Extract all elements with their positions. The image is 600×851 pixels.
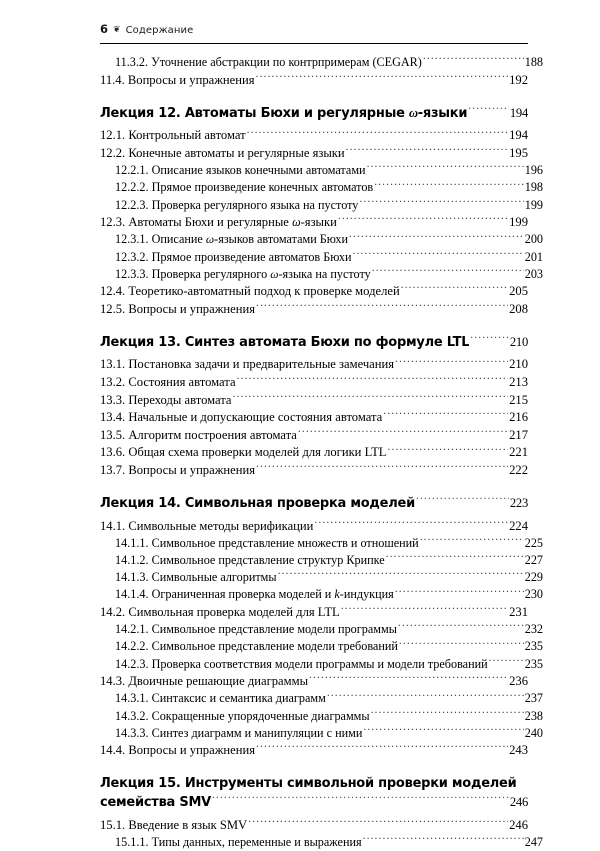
toc-entry-label: 13.4. Начальные и допускающие состояния автомата	[100, 410, 383, 425]
header-rule-divider	[100, 43, 528, 44]
dot-leader	[359, 196, 523, 208]
toc-entry[interactable]	[100, 461, 528, 479]
toc-entry[interactable]	[100, 71, 528, 89]
toc-entry-page-number: 236	[509, 674, 528, 689]
toc-entry-label: 14.3.2. Сокращенные упорядоченные диаграммы	[115, 708, 370, 723]
toc-entry-label: 14.2.2. Символьное представление модели требований	[115, 639, 398, 654]
toc-entry[interactable]	[100, 54, 543, 71]
toc-entry-label: 12.4. Теоретико-автоматный подход к проверке моделей	[100, 284, 400, 299]
toc-entry-page-number: 227	[524, 553, 543, 567]
toc-lecture-entry[interactable]	[100, 494, 528, 513]
dot-leader	[338, 214, 508, 227]
toc-entry-page-number: 196	[524, 163, 543, 178]
toc-entry-page-number: 216	[509, 410, 528, 425]
toc-entry-page-number: 225	[524, 535, 543, 550]
toc-entry[interactable]	[100, 638, 543, 655]
dot-leader	[327, 690, 524, 702]
toc-entry-label: 12.3.1. Описание ω-языков автоматами Бюхи	[115, 232, 349, 247]
toc-entry-page-number: 208	[509, 301, 528, 316]
toc-entry-label: 12.5. Вопросы и упражнения	[100, 301, 255, 316]
toc-entry-label: 15.1. Введение в язык SMV	[100, 817, 248, 832]
dot-leader	[374, 179, 524, 191]
toc-entry-page-number: 247	[524, 835, 543, 850]
toc-entry[interactable]	[100, 655, 543, 672]
toc-entry-label: 11.3.2. Уточнение абстракции по контрпримерам (CEGAR)	[115, 55, 422, 70]
toc-entry-page-number: 217	[509, 427, 528, 442]
toc-entry[interactable]	[100, 621, 543, 638]
toc-entry-page-number: 222	[509, 463, 528, 478]
toc-entry-label: 14.2.3. Проверка соответствия модели программы и модели требований	[115, 656, 488, 671]
toc-entry-label: 14.3. Двоичные решающие диаграммы	[100, 674, 309, 689]
toc-entry[interactable]	[100, 517, 528, 535]
toc-lecture-entry[interactable]	[100, 793, 528, 812]
toc-entry[interactable]	[100, 356, 528, 374]
toc-entry-page-number: 199	[509, 215, 528, 230]
section-spacer	[100, 479, 528, 494]
toc-entry-page-number: 238	[524, 708, 543, 723]
toc-entry-label: 13.6. Общая схема проверки моделей для логики LTL	[100, 445, 387, 460]
toc-entry-page-number: 221	[509, 445, 528, 460]
toc-entry-page-number: 201	[524, 249, 543, 264]
section-spacer	[100, 759, 528, 774]
toc-entry-page-number: 229	[524, 570, 543, 585]
dot-leader	[398, 621, 524, 633]
toc-entry-page-number: 230	[524, 587, 543, 602]
toc-entry-page-number: 199	[524, 197, 543, 212]
dot-leader	[341, 603, 508, 616]
omega-symbol: ω	[292, 215, 301, 230]
toc-entry[interactable]	[100, 535, 543, 552]
toc-entry-label: 12.1. Контрольный автомат	[100, 128, 246, 143]
dot-leader	[401, 283, 508, 296]
toc-entry-page-number: 210	[509, 357, 528, 372]
toc-entry-label: 14.4. Вопросы и упражнения	[100, 743, 255, 758]
toc-entry-page-number: 195	[509, 145, 528, 160]
toc-entry-page-number: 215	[509, 392, 528, 407]
toc-lecture-entry[interactable]	[100, 104, 528, 123]
toc-entry-label: 14.1.3. Символьные алгоритмы	[115, 570, 277, 585]
dot-leader	[423, 54, 524, 66]
toc-entry-page-number: 198	[524, 180, 543, 195]
toc-entry[interactable]	[100, 231, 543, 248]
toc-entry[interactable]	[100, 603, 528, 621]
toc-entry[interactable]	[100, 569, 543, 586]
toc-entry-label: Лекция 13. Синтез автомата Бюхи по формуле LTL	[100, 334, 470, 350]
toc-entry[interactable]	[100, 834, 543, 851]
dot-leader	[371, 707, 524, 719]
toc-entry[interactable]	[100, 586, 543, 603]
toc-entry-label: 14.1. Символьные методы верификации	[100, 518, 314, 533]
dot-leader	[363, 834, 524, 846]
toc-lecture-heading-line: Лекция 15. Инструменты символьной проверки моделей	[100, 776, 517, 792]
dot-leader	[420, 535, 524, 547]
dot-leader	[212, 793, 509, 806]
dot-leader	[363, 725, 523, 737]
dot-leader	[470, 333, 509, 346]
dot-leader	[256, 461, 508, 474]
italic-k-symbol: k	[334, 587, 340, 602]
running-head-page-number: 6	[100, 22, 109, 36]
toc-entry-label: 14.1.2. Символьное представление структур Крипке	[115, 553, 385, 567]
omega-symbol: ω	[408, 105, 418, 120]
floret-ornament-icon: ❦	[113, 25, 121, 35]
toc-entry[interactable]	[100, 162, 543, 179]
dot-leader	[314, 517, 508, 530]
omega-symbol: ω	[205, 233, 215, 247]
toc-entry-label: 13.3. Переходы автомата	[100, 392, 232, 407]
toc-entry-label: Лекция 12. Автоматы Бюхи и регулярные ω-языки	[100, 105, 468, 121]
toc-entry-label: 14.3.3. Синтез диаграмм и манипуляции с ними	[115, 725, 363, 740]
toc-entry[interactable]	[100, 816, 528, 834]
toc-entry-label: 14.2. Символьная проверка моделей для LTL	[100, 604, 340, 619]
dot-leader	[367, 162, 524, 174]
toc-entry-page-number: 246	[509, 817, 528, 832]
dot-leader	[349, 231, 524, 243]
toc-entry[interactable]	[100, 426, 528, 444]
toc-entry-label: 12.2.3. Проверка регулярного языка на пустоту	[115, 197, 359, 212]
dot-leader	[256, 300, 508, 313]
dot-leader	[395, 356, 508, 369]
toc-entry[interactable]	[100, 690, 543, 707]
toc-entry[interactable]	[100, 673, 528, 691]
toc-entry-page-number: 192	[509, 72, 528, 87]
dot-leader	[399, 638, 524, 650]
dot-leader	[278, 569, 524, 581]
toc-entry[interactable]	[100, 373, 528, 391]
dot-leader	[416, 494, 509, 507]
toc-entry-page-number: 223	[509, 496, 528, 511]
toc-entry-page-number: 200	[524, 232, 543, 247]
toc-entry[interactable]	[100, 248, 543, 265]
running-head	[100, 22, 528, 36]
toc-entry[interactable]	[100, 196, 543, 213]
toc-entry-label: 12.3. Автоматы Бюхи и регулярные ω-языки	[100, 215, 337, 230]
toc-entry-page-number: 246	[509, 795, 528, 810]
toc-entry-page-number: 203	[524, 266, 543, 281]
dot-leader	[386, 552, 524, 564]
toc-entry-page-number: 188	[524, 55, 543, 70]
table-of-contents-list	[100, 54, 543, 851]
toc-entry-label: 13.5. Алгоритм построения автомата	[100, 427, 297, 442]
toc-entry-label: 13.1. Постановка задачи и предварительные замечания	[100, 357, 395, 372]
toc-entry-page-number: 210	[509, 334, 528, 349]
toc-entry[interactable]	[100, 444, 528, 462]
toc-entry-page-number: 231	[509, 604, 528, 619]
toc-entry[interactable]	[100, 179, 543, 196]
toc-entry-page-number: 235	[524, 656, 543, 671]
toc-entry-label: 14.3.1. Синтаксис и семантика диаграмм	[115, 691, 326, 706]
toc-entry[interactable]	[100, 725, 543, 742]
toc-entry[interactable]	[100, 552, 543, 569]
dot-leader	[298, 426, 508, 439]
toc-entry[interactable]	[100, 391, 528, 409]
toc-entry-label: 15.1.1. Типы данных, переменные и выражения	[115, 835, 362, 850]
toc-entry[interactable]	[100, 300, 528, 318]
toc-entry-label: семейства SMV	[100, 795, 211, 811]
toc-entry-page-number: 243	[509, 743, 528, 758]
toc-entry[interactable]	[100, 144, 528, 162]
dot-leader	[237, 373, 509, 386]
toc-entry-label: 12.2.1. Описание языков конечными автоматами	[115, 163, 366, 178]
toc-entry[interactable]	[100, 742, 528, 760]
toc-entry[interactable]	[100, 127, 528, 145]
dot-leader	[256, 742, 508, 755]
dot-leader	[346, 144, 508, 157]
dot-leader	[256, 71, 509, 84]
toc-entry[interactable]	[100, 283, 528, 301]
toc-entry-label: 12.2.2. Прямое произведение конечных автоматов	[115, 180, 374, 195]
toc-entry-label: 12.2. Конечные автоматы и регулярные языки	[100, 145, 345, 160]
toc-entry-page-number: 213	[509, 375, 528, 390]
dot-leader	[395, 586, 524, 598]
dot-leader	[489, 655, 524, 667]
dot-leader	[388, 444, 509, 457]
dot-leader	[233, 391, 509, 404]
toc-entry[interactable]	[100, 409, 528, 427]
toc-entry[interactable]	[100, 266, 543, 283]
toc-entry-label: 13.7. Вопросы и упражнения	[100, 463, 255, 478]
toc-entry-label: Лекция 14. Символьная проверка моделей	[100, 496, 415, 512]
toc-entry-page-number: 224	[509, 518, 528, 533]
dot-leader	[352, 248, 523, 260]
dot-leader	[248, 816, 508, 829]
toc-entry-page-number: 194	[509, 128, 528, 143]
toc-entry-page-number: 205	[509, 284, 528, 299]
toc-lecture-entry[interactable]	[100, 333, 528, 352]
omega-symbol: ω	[270, 267, 279, 281]
dot-leader	[309, 673, 508, 686]
toc-entry-page-number: 235	[524, 639, 543, 654]
toc-entry[interactable]	[100, 707, 543, 724]
section-spacer	[100, 89, 528, 104]
toc-entry[interactable]	[100, 214, 528, 232]
toc-entry-page-number: 240	[524, 725, 543, 740]
toc-entry-label: 13.2. Состояния автомата	[100, 375, 236, 390]
dot-leader	[372, 266, 524, 278]
toc-entry-page-number: 194	[509, 105, 528, 120]
section-spacer	[100, 318, 528, 333]
running-head-title: Содержание	[125, 25, 194, 36]
dot-leader	[468, 104, 509, 117]
toc-entry-page-number: 237	[524, 691, 543, 706]
toc-lecture-heading-block	[100, 774, 528, 793]
toc-entry-page-number: 232	[524, 622, 543, 637]
toc-entry-label: 14.1.1. Символьное представление множеств и отношений	[115, 535, 419, 550]
toc-entry-label: 12.3.2. Прямое произведение автоматов Бюхи	[115, 249, 352, 264]
toc-entry-label: 12.3.3. Проверка регулярного ω-языка на пустоту	[115, 266, 371, 281]
toc-entry-label: 14.1.4. Ограниченная проверка моделей и k-индукция	[115, 587, 394, 602]
dot-leader	[383, 409, 508, 422]
toc-entry-label: 11.4. Вопросы и упражнения	[100, 72, 255, 87]
toc-entry-label: 14.2.1. Символьное представление модели программы	[115, 622, 397, 637]
dot-leader	[247, 127, 508, 140]
